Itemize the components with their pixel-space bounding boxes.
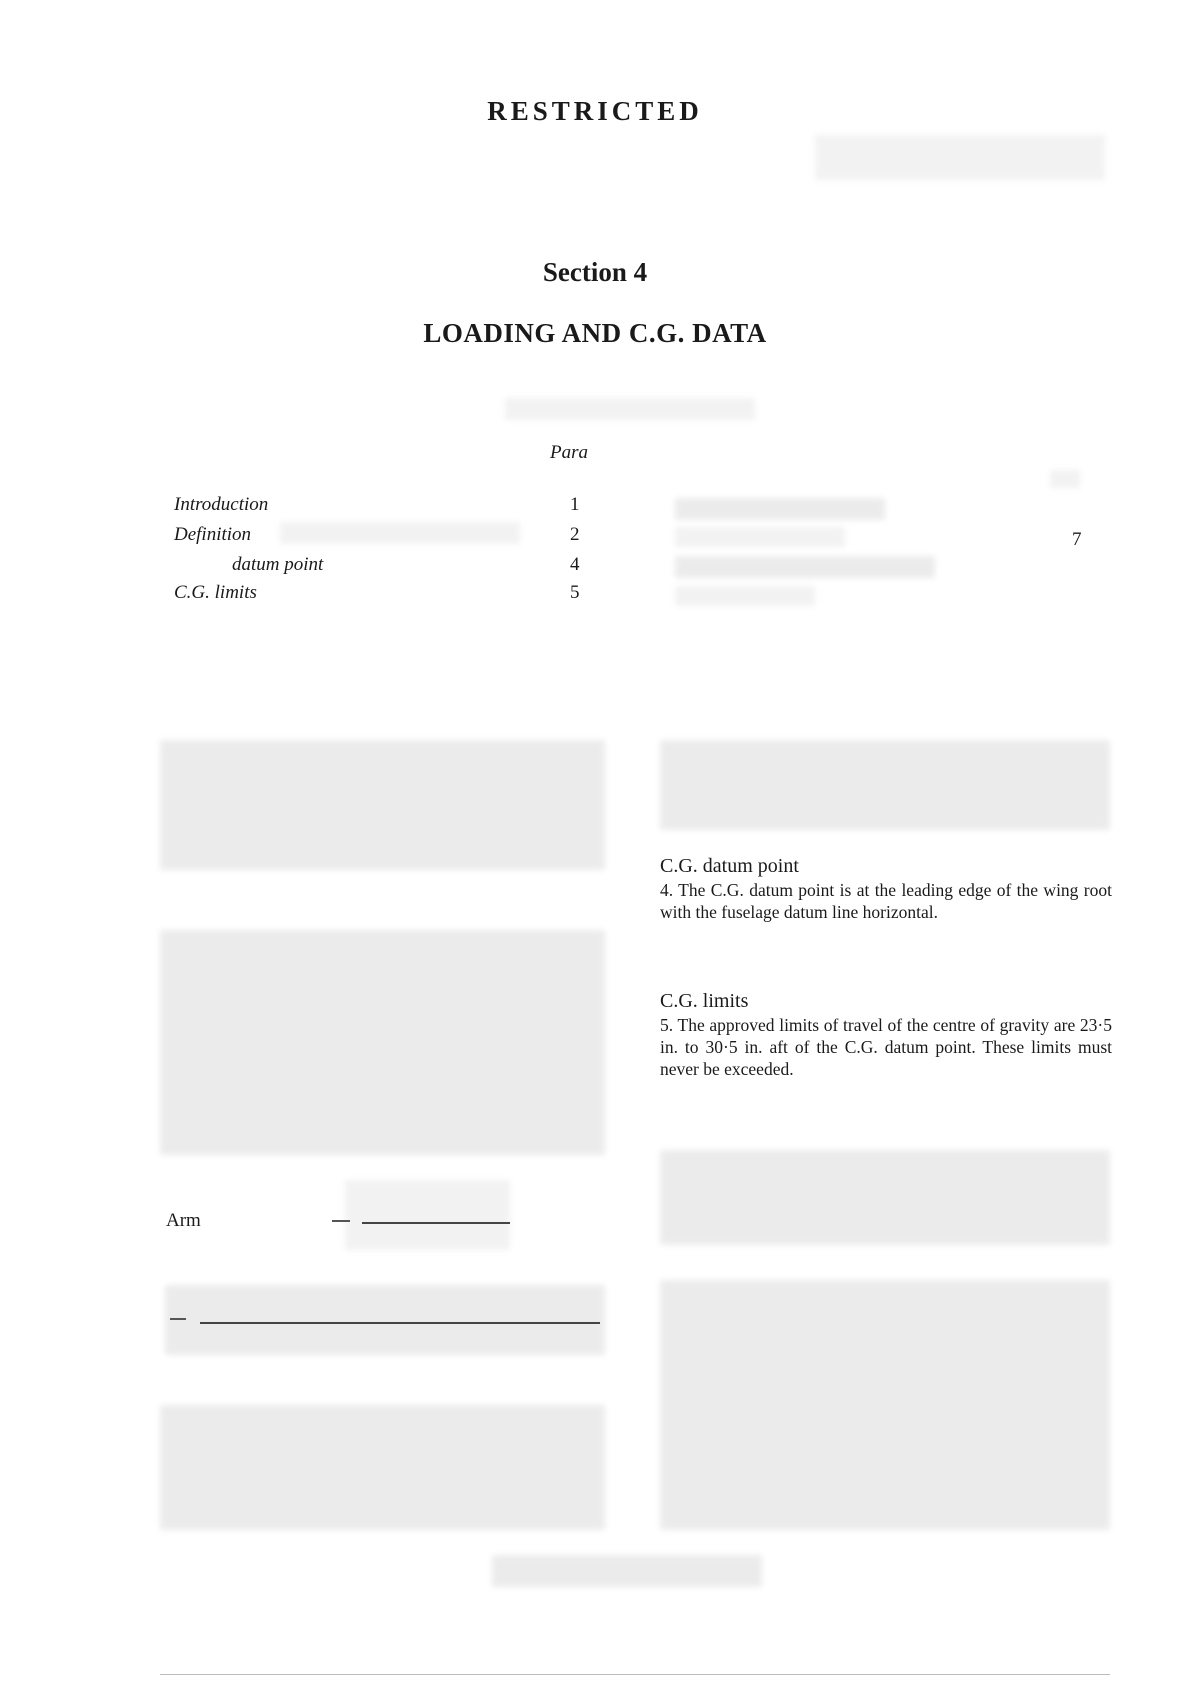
faded-paragraph [160,930,605,1155]
formula-equals-sign [170,1318,186,1320]
paragraph-heading: C.G. limits [660,990,749,1012]
faded-contents-text [280,522,520,544]
contents-item-para: 5 [570,582,580,603]
paragraph-text: 4. The C.G. datum point is at the leading edge of the wing root with the fuselage datum line horizontal. [660,880,1112,922]
faded-paragraph [160,740,605,870]
contents-column-heading: Para [550,442,588,463]
faded-paragraph [660,1280,1110,1530]
paragraph-text: 5. The approved limits of travel of the centre of gravity are 23·5 in. to 30·5 in. aft of the C.G. datum point. These limits must never be exceeded. [660,1015,1112,1079]
formula-equals-sign [332,1220,350,1222]
contents-item-para: 1 [570,494,580,515]
faded-formula [345,1180,510,1250]
faded-paragraph [660,1150,1110,1245]
faded-stamp [815,135,1105,180]
paragraph-cg-limits [660,990,1112,1080]
section-title: LOADING AND C.G. DATA [423,318,767,348]
formula-arm-label: Arm [166,1210,201,1231]
faded-contents-right [675,498,885,520]
faded-paragraph [660,740,1110,830]
faded-contents-right-head [1050,470,1080,488]
classification-header: RESTRICTED [487,96,703,126]
contents-item [174,554,604,578]
paragraph-datum-point [660,855,1112,923]
contents-item-para: 2 [570,524,580,545]
section-label: Section 4 [542,257,648,287]
paragraph-heading: C.G. datum point [660,855,799,877]
contents-item-label: Definition [174,524,252,545]
faded-contents-right [675,586,815,606]
formula-fraction-bar [200,1322,600,1324]
faded-contents-right [675,527,845,547]
contents-item-label: C.G. limits [174,582,257,603]
faded-footer [492,1555,762,1587]
faded-paragraph [160,1405,605,1530]
formula-fraction-bar [362,1222,510,1224]
contents-right-para: 7 [1072,529,1082,550]
contents-item [174,494,604,518]
contents-item-label: Introduction [174,494,269,515]
contents-item-label: datum point [232,554,324,575]
faded-subheading [505,398,755,420]
contents-item-para: 4 [570,554,580,575]
page-bottom-rule [160,1674,1110,1675]
faded-formula [165,1285,605,1355]
faded-contents-right [675,556,935,578]
contents-item [174,582,604,606]
